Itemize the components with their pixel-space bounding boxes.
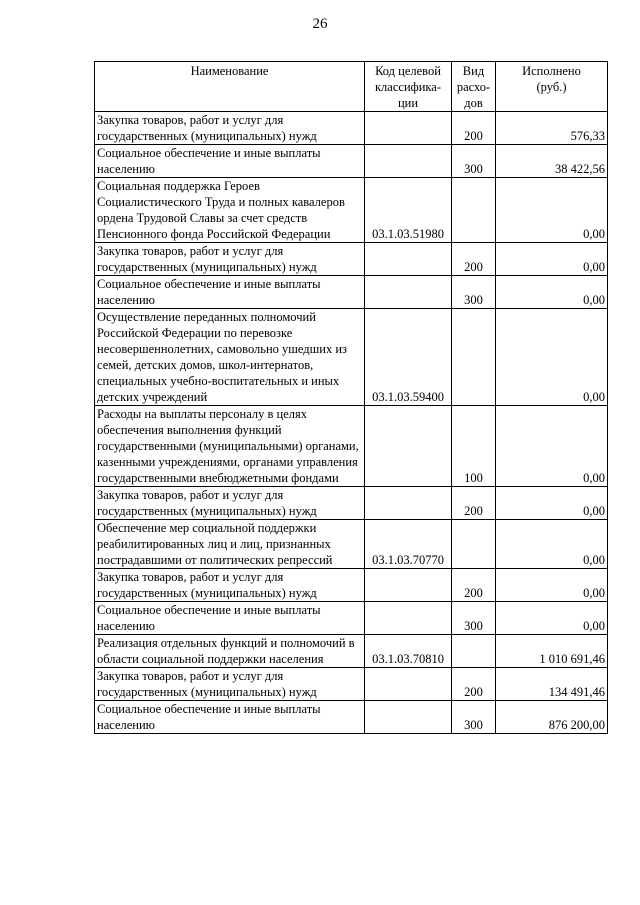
cell-type (452, 178, 496, 243)
cell-type: 300 (452, 602, 496, 635)
cell-name: Закупка товаров, работ и услуг для государственных (муниципальных) нужд (95, 668, 365, 701)
table-row (95, 487, 608, 520)
cell-sum: 0,00 (496, 243, 608, 276)
cell-code (365, 276, 452, 309)
table-row (95, 276, 608, 309)
cell-type: 200 (452, 112, 496, 145)
cell-type: 200 (452, 243, 496, 276)
page-number: 26 (312, 16, 328, 32)
table-row (95, 309, 608, 406)
cell-code: 03.1.03.51980 (365, 178, 452, 243)
cell-type: 300 (452, 276, 496, 309)
table-row (95, 635, 608, 668)
table-row (95, 145, 608, 178)
cell-name: Социальное обеспечение и иные выплаты населению (95, 145, 365, 178)
cell-sum: 0,00 (496, 309, 608, 406)
cell-sum: 0,00 (496, 487, 608, 520)
cell-code (365, 602, 452, 635)
cell-code: 03.1.03.70770 (365, 520, 452, 569)
cell-code: 03.1.03.70810 (365, 635, 452, 668)
cell-type (452, 520, 496, 569)
cell-type: 200 (452, 668, 496, 701)
cell-name: Закупка товаров, работ и услуг для государственных (муниципальных) нужд (95, 112, 365, 145)
cell-name: Реализация отдельных функций и полномочий в области социальной поддержки населения (95, 635, 365, 668)
table-row (95, 406, 608, 487)
table-row (95, 520, 608, 569)
cell-type: 300 (452, 701, 496, 734)
cell-code (365, 406, 452, 487)
cell-sum: 0,00 (496, 602, 608, 635)
cell-sum: 38 422,56 (496, 145, 608, 178)
cell-sum: 576,33 (496, 112, 608, 145)
table-row (95, 668, 608, 701)
cell-type: 200 (452, 569, 496, 602)
cell-name: Закупка товаров, работ и услуг для государственных (муниципальных) нужд (95, 569, 365, 602)
cell-code: 03.1.03.59400 (365, 309, 452, 406)
header-name: Наименование (95, 62, 365, 112)
cell-sum: 0,00 (496, 406, 608, 487)
cell-name: Социальное обеспечение и иные выплаты населению (95, 602, 365, 635)
cell-sum: 0,00 (496, 276, 608, 309)
cell-code (365, 487, 452, 520)
table-header-row (95, 62, 608, 112)
cell-sum: 134 491,46 (496, 668, 608, 701)
cell-type: 100 (452, 406, 496, 487)
table-row (95, 112, 608, 145)
cell-sum: 0,00 (496, 520, 608, 569)
cell-code (365, 701, 452, 734)
cell-sum: 876 200,00 (496, 701, 608, 734)
header-type: Вид расхо- дов (452, 62, 496, 112)
table-row (95, 243, 608, 276)
table-row (95, 602, 608, 635)
cell-code (365, 243, 452, 276)
cell-type (452, 635, 496, 668)
cell-name: Социальная поддержка Героев Социалистического Труда и полных кавалеров ордена Трудовой Славы за счет средств Пенсионного фонда Российской Федерации (95, 178, 365, 243)
table-row (95, 701, 608, 734)
cell-type: 300 (452, 145, 496, 178)
cell-code (365, 668, 452, 701)
budget-table (94, 61, 608, 734)
cell-name: Осуществление переданных полномочий Российской Федерации по перевозке несовершеннолетних, самовольно ушедших из семей, детских домов, школ-интернатов, специальных учебно-воспитательных и иных детских учреждений (95, 309, 365, 406)
cell-code (365, 569, 452, 602)
header-code: Код целевой классифика- ции (365, 62, 452, 112)
cell-name: Социальное обеспечение и иные выплаты населению (95, 276, 365, 309)
table-row (95, 569, 608, 602)
cell-name: Закупка товаров, работ и услуг для государственных (муниципальных) нужд (95, 243, 365, 276)
cell-name: Социальное обеспечение и иные выплаты населению (95, 701, 365, 734)
table-row (95, 178, 608, 243)
cell-code (365, 112, 452, 145)
cell-name: Расходы на выплаты персоналу в целях обеспечения выполнения функций государственными (муниципальными) органами, казенными учреждениями, органами управления государственными внебюджетными фондами (95, 406, 365, 487)
cell-sum: 1 010 691,46 (496, 635, 608, 668)
cell-sum: 0,00 (496, 178, 608, 243)
cell-type: 200 (452, 487, 496, 520)
cell-type (452, 309, 496, 406)
cell-sum: 0,00 (496, 569, 608, 602)
cell-code (365, 145, 452, 178)
cell-name: Обеспечение мер социальной поддержки реабилитированных лиц и лиц, признанных пострадавшими от политических репрессий (95, 520, 365, 569)
header-sum: Исполнено (руб.) (496, 62, 608, 112)
table-body (95, 112, 608, 734)
cell-name: Закупка товаров, работ и услуг для государственных (муниципальных) нужд (95, 487, 365, 520)
